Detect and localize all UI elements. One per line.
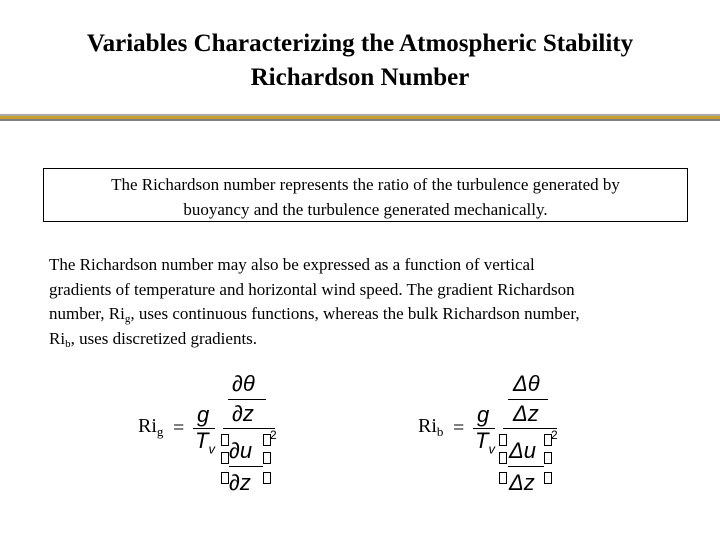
bracket-placeholder: [499, 434, 507, 446]
paragraph-line-3: number, $Ri_g$, uses continuous functions, whereas the bulk Richardson number,: [49, 304, 580, 325]
bracket-placeholder: [499, 472, 507, 484]
paragraph-line-2: gradients of temperature and horizontal wind speed. The gradient Richardson: [49, 279, 575, 299]
slide-title: [0, 27, 720, 95]
exponent-2: 2: [270, 428, 277, 442]
definition-line-2: buoyancy and the turbulence generated mechanically.: [183, 200, 548, 219]
bracket-placeholder: [499, 452, 507, 464]
main-fraction-bar: [223, 428, 275, 429]
dtheta-dz-bar: [508, 399, 548, 400]
bracket-placeholder: [263, 472, 271, 484]
bracket-placeholder: [263, 452, 271, 464]
delta-z-top-symbol: Δz: [513, 401, 539, 426]
title-line-2: Richardson Number: [250, 64, 470, 91]
bulk-richardson-equation: [415, 368, 565, 498]
exponent-2: 2: [551, 428, 558, 442]
explanation-paragraph: [49, 253, 684, 351]
g-symbol: g: [197, 402, 210, 427]
bracket-placeholder: [221, 472, 229, 484]
dz-bottom-symbol: ∂z: [229, 470, 251, 495]
bracket-placeholder: [221, 434, 229, 446]
lhs-ri-g: $Ri_g$: [138, 415, 164, 439]
gradient-richardson-equation: [135, 368, 285, 498]
main-fraction-bar: [503, 428, 557, 429]
paragraph-line-4: $Ri_b$, uses discretized gradients.: [49, 328, 258, 350]
du-dz-bar: [229, 466, 263, 467]
delta-z-bottom-symbol: Δz: [509, 470, 535, 495]
bracket-placeholder: [544, 472, 552, 484]
equals-sign: =: [453, 417, 465, 439]
delta-theta-symbol: Δθ: [513, 371, 540, 396]
title-line-1: Variables Characterizing the Atmospheric Stability: [86, 30, 634, 57]
dtheta-dz-bar: [228, 399, 266, 400]
delta-u-symbol: Δu: [509, 438, 536, 463]
du-dz-bar: [508, 466, 544, 467]
definition-line-1: The Richardson number represents the ratio of the turbulence generated by: [111, 175, 620, 194]
du-symbol: ∂u: [229, 438, 253, 463]
definition-box: [43, 168, 688, 222]
divider-rule-bottom: [0, 119, 720, 121]
equals-sign: =: [173, 417, 185, 439]
dz-top-symbol: ∂z: [232, 401, 254, 426]
tv-symbol: $T_v$: [195, 428, 215, 457]
lhs-ri-b: $Ri_b$: [418, 415, 444, 439]
bracket-placeholder: [221, 452, 229, 464]
paragraph-line-1: The Richardson number may also be expressed as a function of vertical: [49, 255, 535, 274]
tv-symbol: $T_v$: [475, 428, 495, 457]
dtheta-symbol: ∂θ: [232, 371, 255, 396]
g-symbol: g: [477, 402, 490, 427]
bracket-placeholder: [544, 452, 552, 464]
